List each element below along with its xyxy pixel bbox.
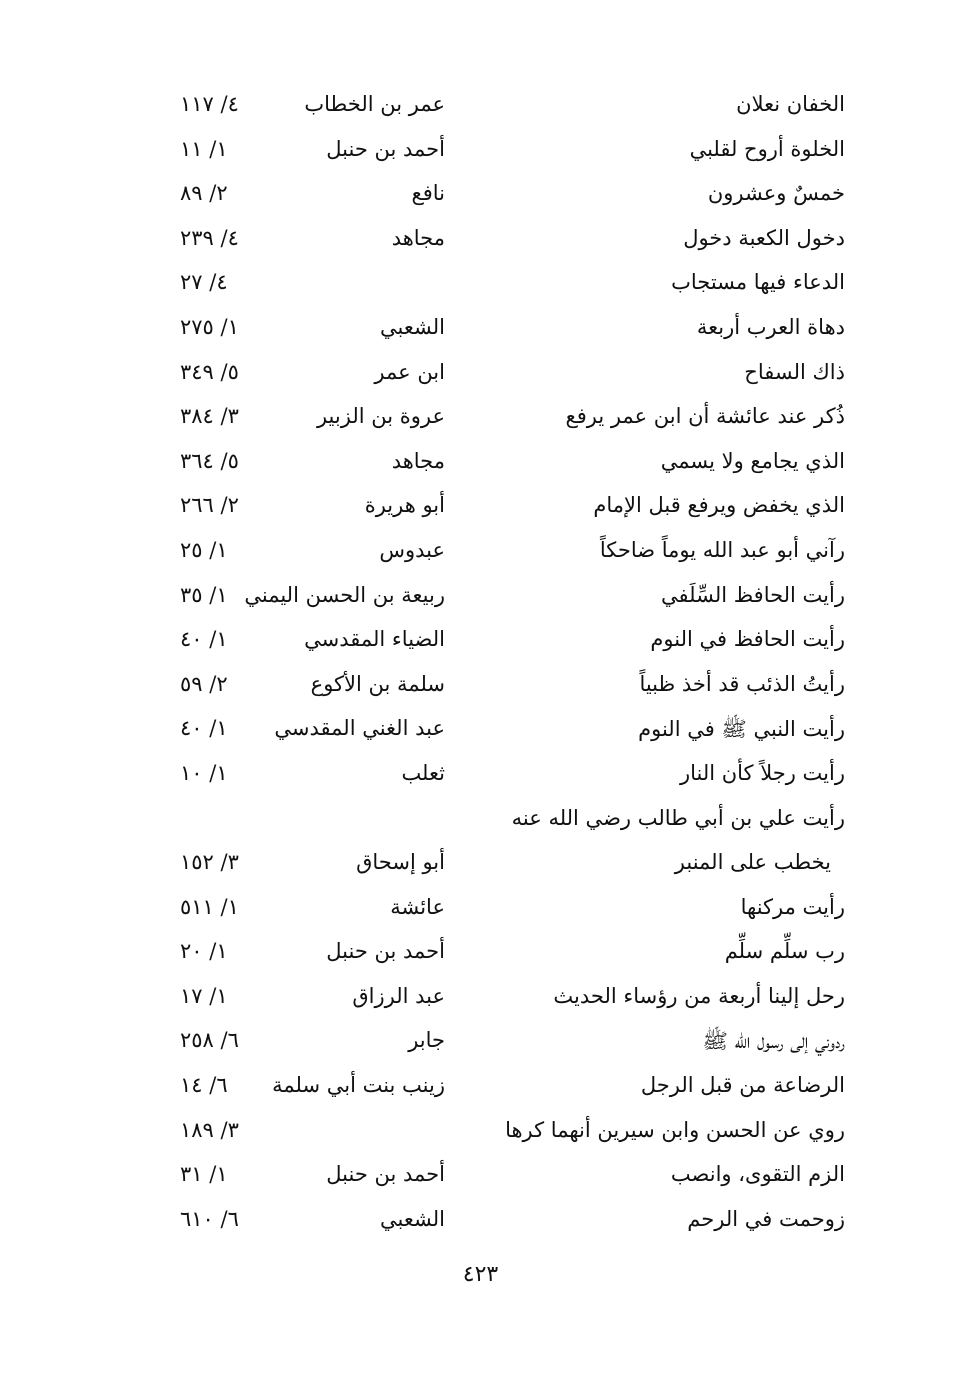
phrase-text: رأيت النبي ﷺ في النوم [638,717,845,742]
volume-page-ref: ٦/ ٢٥٨ [180,1028,239,1053]
volume-page-ref: ١/ ١٠ [180,760,228,785]
volume-page-ref: ٤/ ٢٧ [180,270,228,295]
index-row [170,264,845,309]
phrase-text: الخلوة أروح لقلبي [689,136,845,161]
phrase-text: دخول الكعبة دخول [683,225,845,250]
index-row [170,889,845,934]
narrator-name: أبو إسحاق [356,850,445,875]
phrase-text: زوحمت في الرحم [687,1206,845,1231]
narrator-name: أحمد بن حنبل [326,939,445,964]
phrase-text: خمسٌ وعشرون [707,181,845,206]
narrator-name: عبدوس [379,537,445,562]
index-list [170,86,845,1245]
narrator-name: ابن عمر [374,359,445,384]
narrator-name: مجاهد [391,448,445,473]
narrator-name: الضياء المقدسي [304,627,445,652]
narrator-name: عبد الرزاق [352,983,445,1008]
volume-page-ref: ٦/ ١٤ [180,1073,228,1098]
narrator-name: أحمد بن حنبل [326,136,445,161]
volume-page-ref: ٥/ ٣٤٩ [180,359,239,384]
volume-page-ref: ١/ ٤٠ [180,627,228,652]
phrase-text: رأيت الحافظ السِّلَفي [661,582,845,607]
volume-page-ref: ١/ ٣٥ [180,582,228,607]
index-row [170,1112,845,1157]
index-row [170,532,845,577]
page-number: ٤٢٣ [462,1262,499,1287]
phrase-text: رأيت الحافظ في النوم [650,627,845,652]
volume-page-ref: ١/ ٣١ [180,1162,228,1187]
index-row [170,131,845,176]
phrase-text: رآني أبو عبد الله يوماً ضاحكاً [599,537,845,562]
narrator-name: عائشة [390,894,445,919]
volume-page-ref: ٤/ ٢٣٩ [180,225,239,250]
volume-page-ref: ٣/ ١٨٩ [180,1117,239,1142]
phrase-text: رأيت رجلاً كأن النار [679,760,845,785]
index-row [170,1067,845,1112]
index-row [170,1022,845,1067]
index-row [170,844,845,889]
phrase-text: رأيت علي بن أبي طالب رضي الله عنه [511,805,845,830]
index-row [170,1156,845,1201]
narrator-name: عروة بن الزبير [316,404,445,429]
phrase-text: رأيتُ الذئب قد أخذ ظبياً [639,671,845,696]
volume-page-ref: ٣/ ١٥٢ [180,850,239,875]
index-row [170,487,845,532]
index-row [170,220,845,265]
phrase-text: ذُكر عند عائشة أن ابن عمر يرفع [565,404,845,429]
index-row [170,354,845,399]
index-row [170,443,845,488]
phrase-text: رأيت مركنها [740,894,845,919]
narrator-name: جابر [408,1028,445,1053]
index-row [170,309,845,354]
volume-page-ref: ٢/ ٢٦٦ [180,493,239,518]
index-row [170,577,845,622]
index-row [170,755,845,800]
narrator-name: ربيعة بن الحسن اليمني [244,582,445,607]
narrator-name: أحمد بن حنبل [326,1162,445,1187]
narrator-name: أبو هريرة [364,493,445,518]
narrator-name: الشعبي [380,1206,445,1231]
narrator-name: سلمة بن الأكوع [310,671,445,696]
index-row [170,1201,845,1246]
phrase-text: الذي يجامع ولا يسمي [660,448,845,473]
index-row [170,398,845,443]
volume-page-ref: ٥/ ٣٦٤ [180,448,239,473]
volume-page-ref: ٦/ ٦١٠ [180,1206,239,1231]
volume-page-ref: ١/ ٢٥ [180,537,228,562]
phrase-text: ردوني إلى رسول الله ﷺ [702,1029,845,1054]
volume-page-ref: ١/ ٢٧٥ [180,314,239,339]
narrator-name: نافع [411,181,445,206]
narrator-name: عمر بن الخطاب [304,92,445,116]
volume-page-ref: ١/ ٥١١ [180,894,239,919]
phrase-text: ذاك السفاح [744,359,845,384]
phrase-text: الرضاعة من قبل الرجل [640,1073,845,1098]
phrase-text: رب سلِّم سلِّم [724,939,845,964]
phrase-text: روي عن الحسن وابن سيرين أنهما كرها [505,1117,845,1142]
phrase-text: الخفان نعلان [736,92,845,116]
index-row [170,621,845,666]
index-row [170,86,845,131]
volume-page-ref: ١/ ١٧ [180,983,228,1008]
index-row [170,800,845,845]
index-row [170,666,845,711]
volume-page-ref: ١/ ٤٠ [180,716,228,741]
phrase-text: الزم التقوى، وانصب [670,1162,845,1187]
phrase-text: رحل إلينا أربعة من رؤساء الحديث [553,983,845,1008]
narrator-name: مجاهد [391,225,445,250]
index-row [170,175,845,220]
phrase-text: يخطب على المنبر [674,850,831,875]
narrator-name: ثعلب [401,760,445,785]
volume-page-ref: ١/ ١١ [180,136,228,161]
index-row [170,710,845,755]
volume-page-ref: ١/ ٢٠ [180,939,228,964]
phrase-text: الدعاء فيها مستجاب [671,270,845,295]
volume-page-ref: ٣/ ٣٨٤ [180,404,239,429]
index-row [170,933,845,978]
volume-page-ref: ٤/ ١١٧ [180,92,239,116]
index-row [170,978,845,1023]
narrator-name: عبد الغني المقدسي [274,716,445,741]
volume-page-ref: ٢/ ٥٩ [180,671,228,696]
volume-page-ref: ٢/ ٨٩ [180,181,228,206]
narrator-name: زينب بنت أبي سلمة [272,1073,445,1098]
narrator-name: الشعبي [380,314,445,339]
phrase-text: الذي يخفض ويرفع قبل الإمام [593,493,845,518]
phrase-text: دهاة العرب أربعة [696,314,845,339]
